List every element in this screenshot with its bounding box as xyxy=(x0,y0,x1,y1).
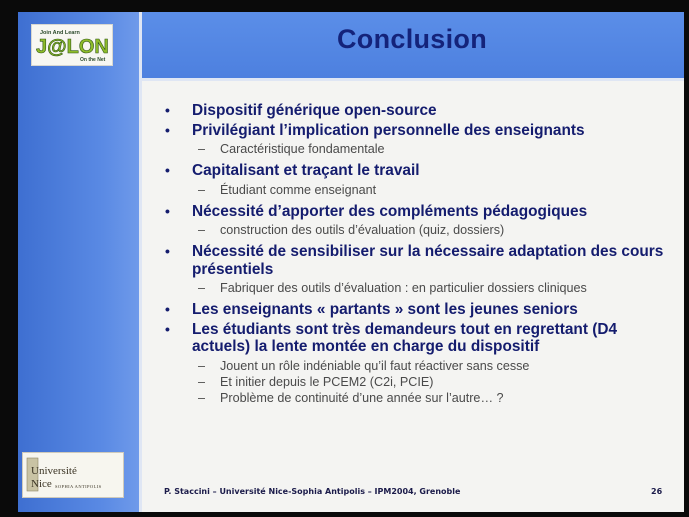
bullet-text: Les étudiants sont très demandeurs tout en regrettant (D4 actuels) la lente montée en charge du dispositif xyxy=(192,320,618,355)
bullet-text: Dispositif générique open-source xyxy=(192,102,437,119)
bullet-item xyxy=(165,122,675,140)
university-logo-line2: Nice xyxy=(31,478,52,490)
bullet-text: Les enseignants « partants » sont les jeunes seniors xyxy=(192,301,578,318)
bullet-dot-icon: • xyxy=(165,320,170,337)
sub-bullet-text: Étudiant comme enseignant xyxy=(220,182,377,197)
slide-divider-horizontal xyxy=(139,78,684,81)
presentation-slide xyxy=(18,12,684,512)
bullet-dot-icon: • xyxy=(165,102,170,118)
dash-icon: – xyxy=(198,142,206,156)
bullet-text: Nécessité d’apporter des compléments pédagogiques xyxy=(192,202,588,220)
bullet-dot-icon: • xyxy=(165,121,170,138)
sub-bullet-text: Fabriquer des outils d’évaluation : en particulier dossiers cliniques xyxy=(220,281,587,295)
bullet-item xyxy=(165,102,675,120)
slide-footer: P. Staccini – Université Nice-Sophia Antipolis – IPM2004, Grenoble xyxy=(164,487,461,496)
slide-page-number: 26 xyxy=(651,487,663,496)
slide-divider-vertical xyxy=(139,12,142,512)
sub-bullet-item xyxy=(165,280,675,296)
sub-bullet-item xyxy=(165,222,675,238)
bullet-dot-icon: • xyxy=(165,202,170,219)
bullet-dot-icon: • xyxy=(165,243,170,259)
dash-icon: – xyxy=(198,374,206,389)
university-logo-line1: Université xyxy=(31,465,77,477)
sub-bullet-item xyxy=(165,390,675,406)
sub-bullet-text: Jouent un rôle indéniable qu’il faut réactiver sans cesse xyxy=(220,358,530,373)
bullet-item xyxy=(165,203,675,221)
jalon-logo-name: J@LON xyxy=(36,36,109,58)
sub-bullet-item xyxy=(165,182,675,198)
jalon-logo-tagline-bottom: On the Net xyxy=(80,57,106,63)
sub-bullet-item xyxy=(165,358,675,374)
sub-bullet-item xyxy=(165,374,675,390)
bullet-dot-icon: • xyxy=(165,162,170,178)
bullet-text: Nécessité de sensibiliser sur la nécessaire adaptation des cours présentiels xyxy=(192,243,664,278)
slide-left-bar xyxy=(18,12,139,512)
jalon-logo xyxy=(31,24,113,66)
dash-icon: – xyxy=(198,358,206,373)
bullet-item xyxy=(165,321,675,356)
bullet-list xyxy=(165,102,675,406)
bullet-item xyxy=(165,243,675,278)
jalon-logo-tagline-top: Join And Learn xyxy=(40,30,80,36)
sub-bullet-text: Caractéristique fondamentale xyxy=(220,142,385,156)
sub-bullet-item xyxy=(165,141,675,157)
university-logo xyxy=(22,452,124,498)
bullet-dot-icon: • xyxy=(165,301,170,317)
sub-bullet-text: Et initier depuis le PCEM2 (C2i, PCIE) xyxy=(220,374,434,389)
sub-bullet-text: construction des outils d’évaluation (quiz, dossiers) xyxy=(220,223,505,237)
dash-icon: – xyxy=(198,281,206,295)
sub-bullet-text: Problème de continuité d’une année sur l’autre… ? xyxy=(220,390,504,405)
bullet-item xyxy=(165,301,675,319)
dash-icon: – xyxy=(198,390,206,405)
dash-icon: – xyxy=(198,223,206,237)
slide-title: Conclusion xyxy=(337,24,487,54)
bullet-text: Capitalisant et traçant le travail xyxy=(192,162,420,179)
bullet-text: Privilégiant l’implication personnelle des enseignants xyxy=(192,121,585,139)
bullet-item xyxy=(165,162,675,180)
university-logo-line3: SOPHIA ANTIPOLIS xyxy=(55,484,102,489)
dash-icon: – xyxy=(198,182,206,197)
